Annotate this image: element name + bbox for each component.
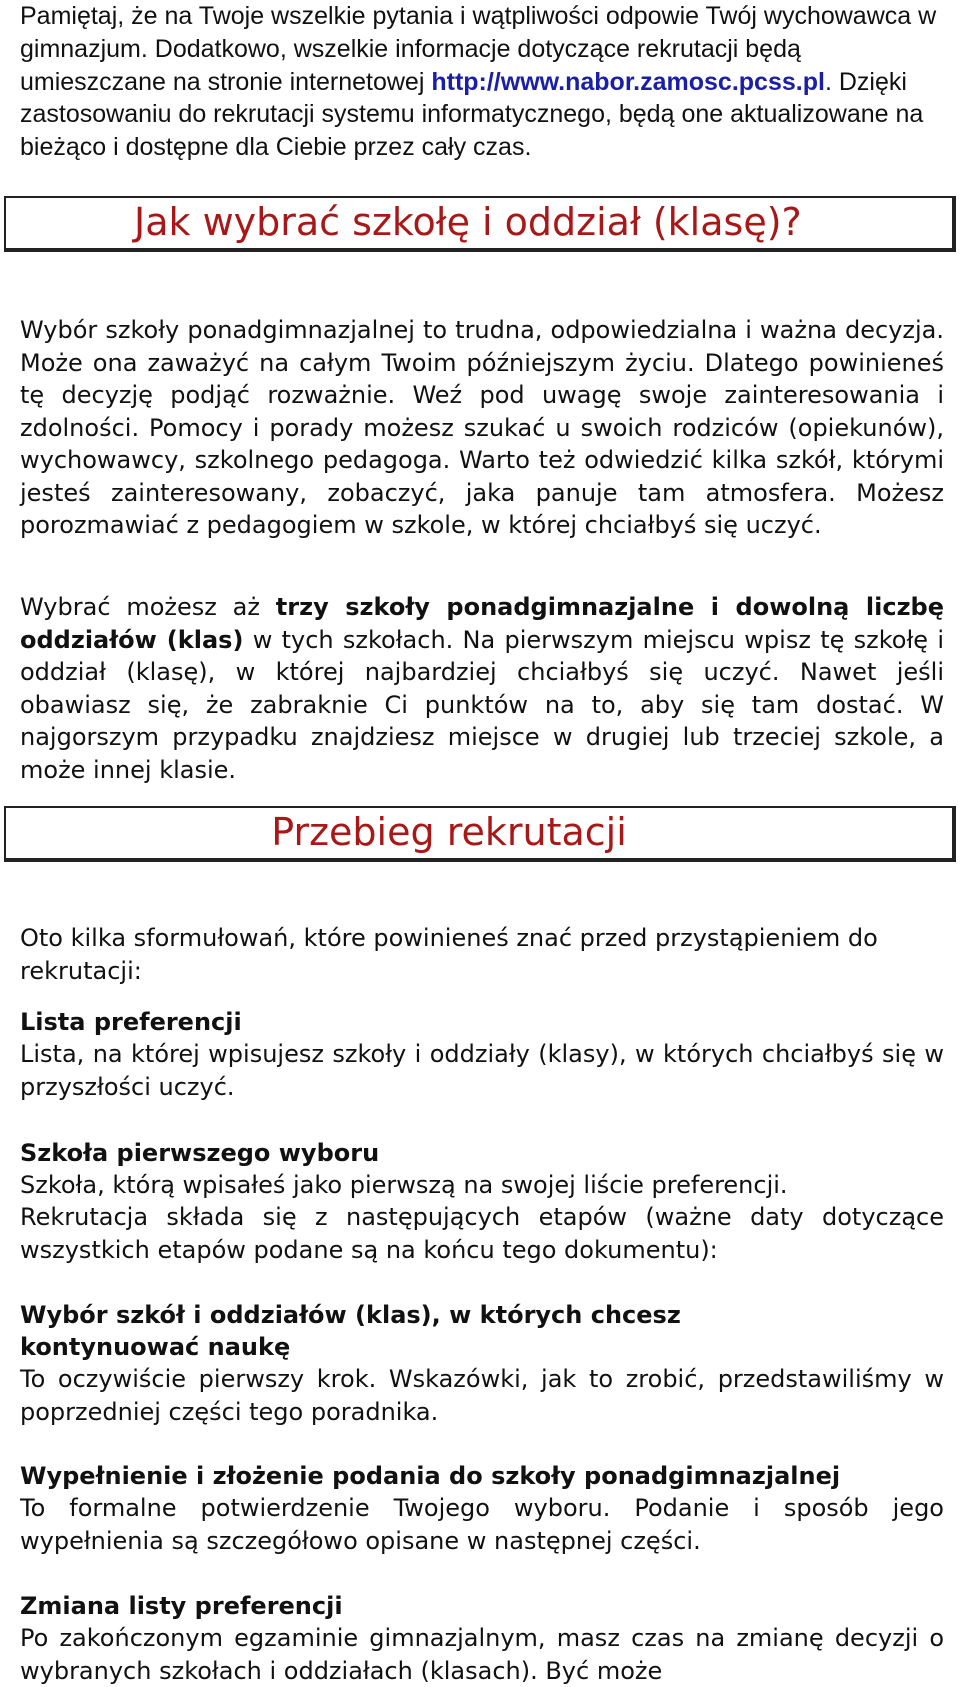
stage-choose-schools-title: Wybór szkół i oddziałów (klas), w których chcesz kontynuować naukę (20, 1301, 681, 1361)
choose-school-count-paragraph (20, 591, 944, 786)
intro-paragraph (20, 0, 944, 164)
term-first-choice-title: Szkoła pierwszego wyboru (20, 1139, 380, 1167)
intro-text-end: . Dzięki zastosowaniu do rekrutacji systemu informatycznego, będą one aktualizowane na bieżąco i dostępne dla Ciebie przez cały czas. (20, 67, 924, 162)
p2-rest: w tych szkołach. Na pierwszym miejscu wpisz tę szkołę i oddział (klasę), w której najbardziej chciałbyś się uczyć. Nawet jeśli obawiasz się, że zabraknie Ci punktów na to, aby się tam dostać. W najgorszym przypadku znajdziesz miejsce w drugiej lub trzeciej szkole, a może innej klasie. (20, 625, 945, 784)
p2-start: Wybrać możesz aż (20, 593, 276, 621)
terms-intro: Oto kilka sformułowań, które powinieneś znać przed przystąpieniem do rekrutacji: (20, 924, 878, 985)
term-preference-list-title: Lista preferencji (20, 1008, 242, 1036)
intro-text-start: Pamiętaj, że na Twoje wszelkie pytania i wątpliwości odpowie Twój wychowawca w gimnazjum. Dodatkowo, wszelkie informacje dotyczące rekrutacji będą umieszczane na stronie internetowej (20, 2, 937, 96)
term-first-choice-text: Szkoła, którą wpisałeś jako pierwszą na swojej liście preferencji. (20, 1171, 788, 1199)
stage-change-preferences-text: Po zakończonym egzaminie gimnazjalnym, masz czas na zmianę decyzji o wybranych szkołach i oddziałach (klasach). Być może (20, 1624, 944, 1685)
stage-application-title: Wypełnienie i złożenie podania do szkoły ponadgimnazjalnej (20, 1462, 841, 1490)
term-preference-list-text: Lista, na której wpisujesz szkoły i oddziały (klasy), w których chciałbyś się w przyszłości uczyć. (20, 1040, 944, 1101)
stage-change-preferences-title: Zmiana listy preferencji (20, 1592, 343, 1620)
recruitment-website-link[interactable]: http://www.nabor.zamosc.pcss.pl (431, 67, 825, 96)
stage-choose-schools-text: To oczywiście pierwszy krok. Wskazówki, jak to zrobić, przedstawiliśmy w poprzedniej części tego poradnika. (20, 1365, 944, 1426)
section-heading-recruitment-process (4, 806, 956, 862)
section-heading-recruitment-process-text: Przebieg rekrutacji (271, 810, 627, 854)
stage-application-text: To formalne potwierdzenie Twojego wyboru. Podanie i sposób jego wypełnienia są szczegółowo opisane w następnej części. (20, 1494, 944, 1555)
choose-school-paragraph: Wybór szkoły ponadgimnazjalnej to trudna, odpowiedzialna i ważna decyzja. Może ona zaważyć na całym Twoim późniejszym życiu. Dlatego powinieneś tę decyzję podjąć rozważnie. Weź pod uwagę swoje zainteresowania i zdolności. Pomocy i porady możesz szukać u swoich rodziców (opiekunów), wychowawcy, szkolnego pedagoga. Warto też odwiedzić kilka szkół, którymi jesteś zainteresowany, zobaczyć, jaka panuje tam atmosfera. Możesz porozmawiać z pedagogiem w szkole, w której chciałbyś się uczyć. (20, 316, 944, 539)
p2-bold-three-schools: trzy szkoły ponadgimnazjalne i dowolną liczbę oddziałów (klas) (20, 593, 945, 654)
stages-intro: Rekrutacja składa się z następujących etapów (ważne daty dotyczące wszystkich etapów podane są na końcu tego dokumentu): (20, 1203, 944, 1264)
section-heading-choose-school (4, 196, 956, 252)
section-heading-choose-school-text: Jak wybrać szkołę i oddział (klasę)? (134, 200, 802, 244)
